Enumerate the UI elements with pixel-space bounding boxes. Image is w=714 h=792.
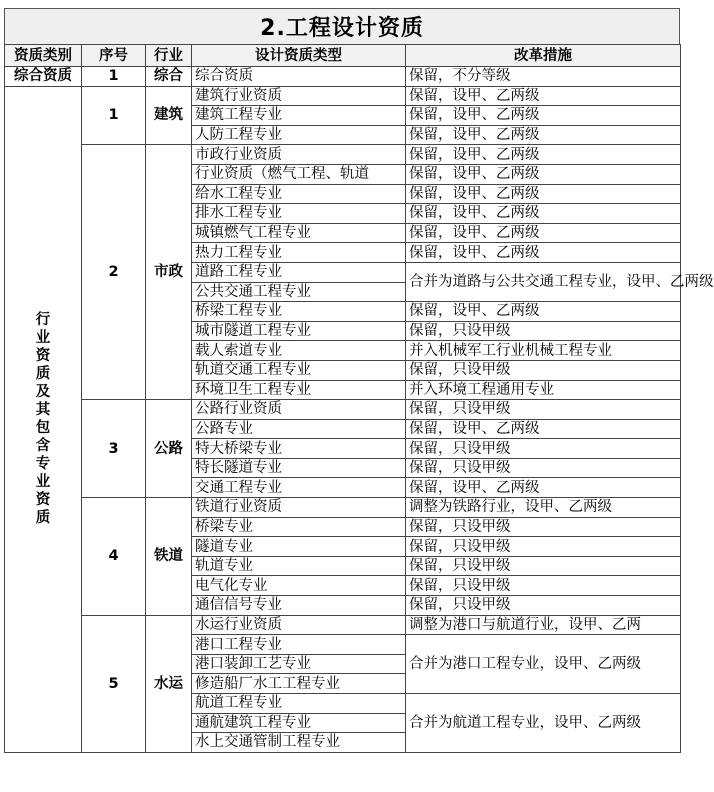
type-cell: 港口装卸工艺专业 [192, 654, 406, 674]
type-cell: 行业资质（燃气工程、轨道 [192, 164, 406, 184]
industry-cell: 市政 [146, 145, 192, 400]
measure-cell: 保留，设甲、乙两级 [406, 106, 681, 126]
number-cell: 1 [82, 86, 146, 145]
type-cell: 热力工程专业 [192, 243, 406, 263]
type-cell: 隧道专业 [192, 537, 406, 557]
industry-cell: 公路 [146, 400, 192, 498]
type-cell: 城市隧道工程专业 [192, 321, 406, 341]
type-cell: 通信信号专业 [192, 596, 406, 616]
measure-cell: 保留，设甲、乙两级 [406, 478, 681, 498]
table-row [5, 145, 681, 165]
industry-cell: 水运 [146, 615, 192, 752]
type-cell: 通航建筑工程专业 [192, 713, 406, 733]
measure-cell: 保留，只设甲级 [406, 576, 681, 596]
type-cell: 交通工程专业 [192, 478, 406, 498]
category-char: 专 [35, 456, 51, 473]
measure-cell: 保留，设甲、乙两级 [406, 164, 681, 184]
type-cell: 公路专业 [192, 419, 406, 439]
category-char: 及 [35, 384, 51, 401]
measure-cell: 保留，只设甲级 [406, 556, 681, 576]
measure-cell: 保留，设甲、乙两级 [406, 302, 681, 322]
industry-cell: 综合 [146, 67, 192, 87]
table-row [5, 400, 681, 420]
number-cell: 1 [82, 67, 146, 87]
type-cell: 水运行业资质 [192, 615, 406, 635]
header-industry: 行业 [146, 45, 192, 67]
category-char: 包 [35, 420, 51, 437]
number-cell: 2 [82, 145, 146, 400]
header-number: 序号 [82, 45, 146, 67]
category-char: 资 [35, 348, 51, 365]
type-cell: 桥梁工程专业 [192, 302, 406, 322]
measure-cell: 并入环境工程通用专业 [406, 380, 681, 400]
type-cell: 环境卫生工程专业 [192, 380, 406, 400]
type-cell: 修造船厂水工工程专业 [192, 674, 406, 694]
industry-cell: 建筑 [146, 86, 192, 145]
header-type: 设计资质类型 [192, 45, 406, 67]
type-cell: 公共交通工程专业 [192, 282, 406, 302]
type-cell: 载人索道专业 [192, 341, 406, 361]
measure-cell: 保留，设甲、乙两级 [406, 223, 681, 243]
category-char: 业 [35, 330, 51, 347]
category-char: 资 [35, 492, 51, 509]
type-cell: 排水工程专业 [192, 204, 406, 224]
measure-cell: 保留，只设甲级 [406, 596, 681, 616]
type-cell: 建筑工程专业 [192, 106, 406, 126]
category-char: 质 [35, 510, 51, 527]
qualification-table [4, 44, 714, 753]
type-cell: 给水工程专业 [192, 184, 406, 204]
table-row [5, 615, 681, 635]
measure-cell: 保留，只设甲级 [406, 458, 681, 478]
sheet-title: 2.工程设计资质 [4, 8, 680, 44]
measure-cell: 保留，只设甲级 [406, 321, 681, 341]
category-cell: 综合资质 [5, 67, 82, 87]
measure-cell: 保留，设甲、乙两级 [406, 419, 681, 439]
measure-cell: 保留，只设甲级 [406, 439, 681, 459]
category-char: 质 [35, 366, 51, 383]
measure-cell-merged: 合并为港口工程专业，设甲、乙两级 [406, 635, 681, 694]
measure-cell: 并入机械军工行业机械工程专业 [406, 341, 681, 361]
type-cell: 桥梁专业 [192, 517, 406, 537]
category-cell-vertical [5, 86, 82, 752]
type-cell: 特长隧道专业 [192, 458, 406, 478]
type-cell: 轨道专业 [192, 556, 406, 576]
industry-cell: 铁道 [146, 498, 192, 616]
measure-cell: 保留，设甲、乙两级 [406, 204, 681, 224]
measure-cell: 保留，只设甲级 [406, 517, 681, 537]
type-cell: 综合资质 [192, 67, 406, 87]
table-body [5, 67, 714, 753]
type-cell: 市政行业资质 [192, 145, 406, 165]
header-row [5, 45, 681, 67]
measure-cell: 保留，设甲、乙两级 [406, 125, 681, 145]
type-cell: 城镇燃气工程专业 [192, 223, 406, 243]
category-char: 含 [35, 438, 51, 455]
measure-cell: 保留，设甲、乙两级 [406, 145, 681, 165]
header-category: 资质类别 [5, 45, 82, 67]
type-cell: 公路行业资质 [192, 400, 406, 420]
header-measure: 改革措施 [406, 45, 681, 67]
measure-cell-merged: 合并为道路与公共交通工程专业，设甲、乙两级 [406, 262, 681, 301]
measure-cell: 保留，只设甲级 [406, 537, 681, 557]
table-row [5, 86, 681, 106]
measure-cell-merged: 合并为航道工程专业，设甲、乙两级 [406, 694, 681, 753]
type-cell: 水上交通管制工程专业 [192, 733, 406, 753]
number-cell: 3 [82, 400, 146, 498]
number-cell: 5 [82, 615, 146, 752]
measure-cell: 保留，设甲、乙两级 [406, 243, 681, 263]
measure-cell: 保留，只设甲级 [406, 360, 681, 380]
type-cell: 航道工程专业 [192, 694, 406, 714]
type-cell: 港口工程专业 [192, 635, 406, 655]
category-char: 行 [35, 312, 51, 329]
number-cell: 4 [82, 498, 146, 616]
measure-cell: 保留，不分等级 [406, 67, 681, 87]
table-row [5, 67, 681, 87]
category-char: 业 [35, 474, 51, 491]
type-cell: 特大桥梁专业 [192, 439, 406, 459]
measure-cell: 保留，只设甲级 [406, 400, 681, 420]
type-cell: 道路工程专业 [192, 262, 406, 282]
type-cell: 铁道行业资质 [192, 498, 406, 518]
measure-cell: 保留，设甲、乙两级 [406, 86, 681, 106]
type-cell: 人防工程专业 [192, 125, 406, 145]
measure-cell: 调整为港口与航道行业，设甲、乙两 [406, 615, 681, 635]
type-cell: 建筑行业资质 [192, 86, 406, 106]
type-cell: 轨道交通工程专业 [192, 360, 406, 380]
measure-cell: 保留，设甲、乙两级 [406, 184, 681, 204]
measure-cell: 调整为铁路行业，设甲、乙两级 [406, 498, 681, 518]
table-row [5, 498, 681, 518]
type-cell: 电气化专业 [192, 576, 406, 596]
category-char: 其 [35, 402, 51, 419]
